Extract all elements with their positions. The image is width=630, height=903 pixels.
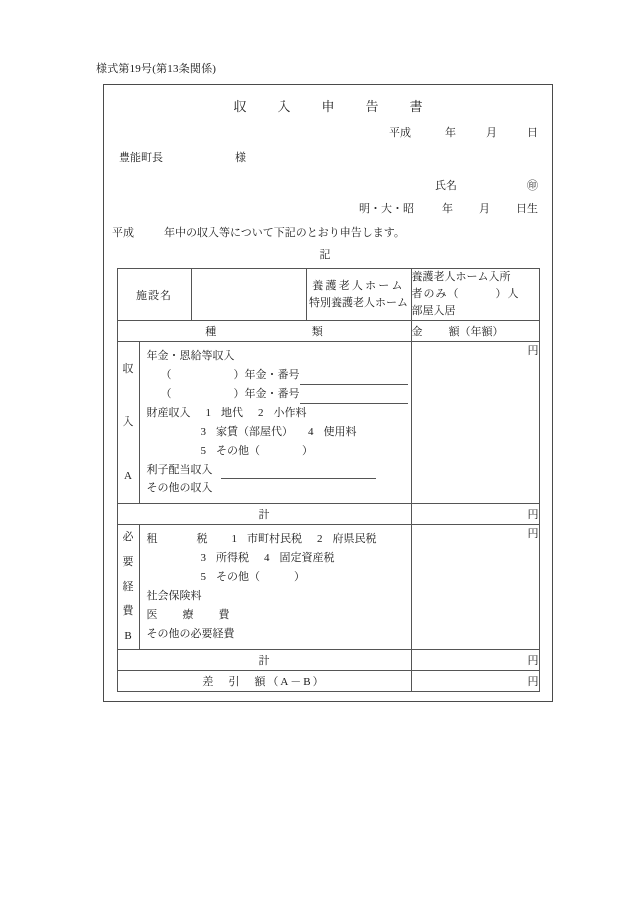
income-property-line-2	[147, 423, 404, 442]
tax-label: 租 税	[146, 533, 222, 546]
property-opt-3-num[interactable]: 3	[200, 425, 206, 438]
applicant-name-line	[104, 177, 552, 193]
income-yen-unit: 円	[527, 345, 539, 358]
pension-paren-open-1: （	[160, 369, 172, 382]
difference-amount[interactable]	[411, 670, 539, 691]
property-opt-5-num[interactable]: 5	[200, 444, 206, 457]
expense-other: その他の必要経費	[146, 627, 235, 640]
resident-line-1: 養護老人ホーム入所	[411, 271, 511, 283]
expense-medical: 医 療 費	[146, 609, 237, 622]
income-side-char-3: A	[124, 470, 132, 483]
tax-opt-2-num[interactable]: 2	[317, 533, 323, 546]
income-side-char-1: 収	[122, 362, 134, 375]
income-pension-entry-2[interactable]	[147, 385, 404, 404]
pension-number-field-2[interactable]	[300, 391, 408, 404]
tax-opt-5-close: ）	[294, 571, 305, 584]
income-items	[139, 342, 411, 504]
name-label: 氏名	[435, 180, 457, 192]
amount-header-1: 金	[411, 326, 423, 339]
home-type-1[interactable]: 養護老人ホーム	[312, 279, 405, 292]
ki-mark: 記	[319, 249, 331, 261]
tax-opt-3-label[interactable]: 所得税	[216, 552, 249, 565]
era-options: 明・大・昭	[359, 203, 414, 215]
property-opt-5-close: ）	[302, 444, 313, 457]
month-unit: 月	[486, 127, 497, 139]
expense-side-char-1: 必	[122, 531, 134, 544]
income-property-line-3	[147, 442, 404, 461]
interest-dividend-label: 利子配当収入	[146, 463, 213, 476]
resident-line-3: 部屋入居	[411, 305, 456, 318]
day-unit: 日	[527, 127, 538, 139]
tax-opt-3-num[interactable]: 3	[200, 552, 206, 565]
tax-opt-4-num[interactable]: 4	[264, 552, 270, 565]
property-opt-4-num[interactable]: 4	[308, 425, 314, 438]
table-row-facility	[117, 269, 539, 321]
expense-total-amount[interactable]	[411, 649, 539, 670]
seal-icon: ㊞	[527, 180, 538, 192]
addressee-honorific: 様	[235, 152, 246, 164]
statement-text: 年中の収入等について下記のとおり申告します。	[164, 227, 405, 239]
table-row-difference	[117, 670, 539, 691]
expense-side-char-5: B	[124, 629, 132, 642]
declaration-statement	[104, 224, 552, 240]
pension-paren-open-2: （	[160, 387, 172, 400]
tax-opt-1-label[interactable]: 市町村民税	[247, 533, 302, 546]
kind-header	[117, 321, 411, 342]
property-opt-2-num[interactable]: 2	[258, 406, 264, 419]
income-interest-line	[147, 461, 404, 480]
pension-paren-close-1: ）年金・番号	[233, 369, 300, 382]
property-income-label: 財産収入	[146, 406, 191, 419]
expense-yen-unit: 円	[527, 528, 539, 541]
expense-tax-line-3	[147, 568, 404, 587]
income-pension-entry-1[interactable]	[147, 366, 404, 385]
tax-opt-4-label[interactable]: 固定資産税	[279, 552, 335, 565]
table-row-column-headers	[117, 321, 539, 342]
expense-total-yen-unit: 円	[527, 654, 539, 667]
facility-name-label: 施設名	[117, 269, 191, 321]
form-frame	[103, 84, 553, 702]
statement-era: 平成	[112, 227, 134, 239]
expense-side-label	[117, 525, 139, 649]
tax-opt-5-num[interactable]: 5	[200, 571, 206, 584]
form-inner	[104, 85, 552, 701]
income-declaration-table	[117, 268, 540, 692]
kind-header-right: 類	[311, 326, 323, 339]
expense-tax-line-2	[147, 549, 404, 568]
amount-header	[411, 321, 539, 342]
facility-name-value[interactable]	[191, 269, 306, 321]
difference-label: 差 引 額（A－B）	[117, 670, 411, 691]
addressee-name: 豊能町長	[119, 152, 163, 164]
property-opt-5-label[interactable]: その他（	[216, 444, 260, 457]
tax-opt-2-label[interactable]: 府県民税	[332, 533, 377, 546]
expense-tax-line-1	[147, 530, 404, 549]
expense-side-char-2: 要	[122, 555, 134, 568]
income-total-amount[interactable]	[411, 504, 539, 525]
expense-items	[139, 525, 411, 649]
property-opt-1-num[interactable]: 1	[205, 406, 211, 419]
income-total-label: 計	[117, 504, 411, 525]
pension-paren-close-2: ）年金・番号	[233, 387, 300, 400]
income-side-label	[117, 342, 139, 504]
submission-date-line	[104, 124, 552, 140]
table-row-income	[117, 342, 539, 504]
difference-yen-unit: 円	[527, 675, 539, 688]
expense-total-label: 計	[117, 649, 411, 670]
income-side-char-2: 入	[122, 416, 134, 429]
tax-opt-1-num[interactable]: 1	[231, 533, 237, 546]
expense-social-insurance: 社会保険料	[146, 590, 202, 603]
income-property-line-1	[147, 404, 404, 423]
addressee-line	[104, 149, 552, 165]
home-type-2[interactable]: 特別養護老人ホーム	[309, 296, 408, 309]
birth-day-unit: 日生	[516, 203, 538, 215]
interest-dividend-field[interactable]	[221, 466, 376, 479]
pension-number-field-1[interactable]	[300, 372, 408, 385]
year-unit: 年	[445, 127, 456, 139]
resident-line-2[interactable]: 者のみ（ ）人	[411, 288, 520, 301]
table-row-expense	[117, 525, 539, 649]
era-label: 平成	[389, 127, 411, 139]
property-opt-3-label[interactable]: 家賃（部屋代）	[216, 425, 293, 438]
birth-month-unit: 月	[479, 203, 490, 215]
income-amount-cell[interactable]	[411, 342, 539, 504]
income-other-label: その他の収入	[146, 482, 213, 495]
expense-amount-cell[interactable]	[411, 525, 539, 649]
amount-header-2: 額（年額）	[448, 326, 504, 339]
income-pension-label: 年金・恩給等収入	[146, 350, 235, 363]
expense-side-char-4: 費	[122, 605, 134, 618]
expense-side-char-3: 経	[122, 580, 134, 593]
table-row-expense-total	[117, 649, 539, 670]
property-opt-4-label[interactable]: 使用料	[323, 425, 357, 438]
kind-header-left: 種	[205, 326, 217, 339]
property-opt-2-label[interactable]: 小作料	[273, 406, 307, 419]
tax-opt-5-label[interactable]: その他（	[216, 571, 260, 584]
resident-room-info	[411, 269, 539, 321]
income-total-yen-unit: 円	[527, 509, 539, 522]
document-title: 収 入 申 告 書	[233, 99, 432, 114]
birthdate-line	[104, 200, 552, 216]
form-number: 様式第19号(第13条関係)	[96, 63, 217, 75]
home-type-options	[306, 269, 411, 321]
birth-year-unit: 年	[442, 203, 453, 215]
table-row-income-total	[117, 504, 539, 525]
property-opt-1-label[interactable]: 地代	[221, 406, 243, 419]
